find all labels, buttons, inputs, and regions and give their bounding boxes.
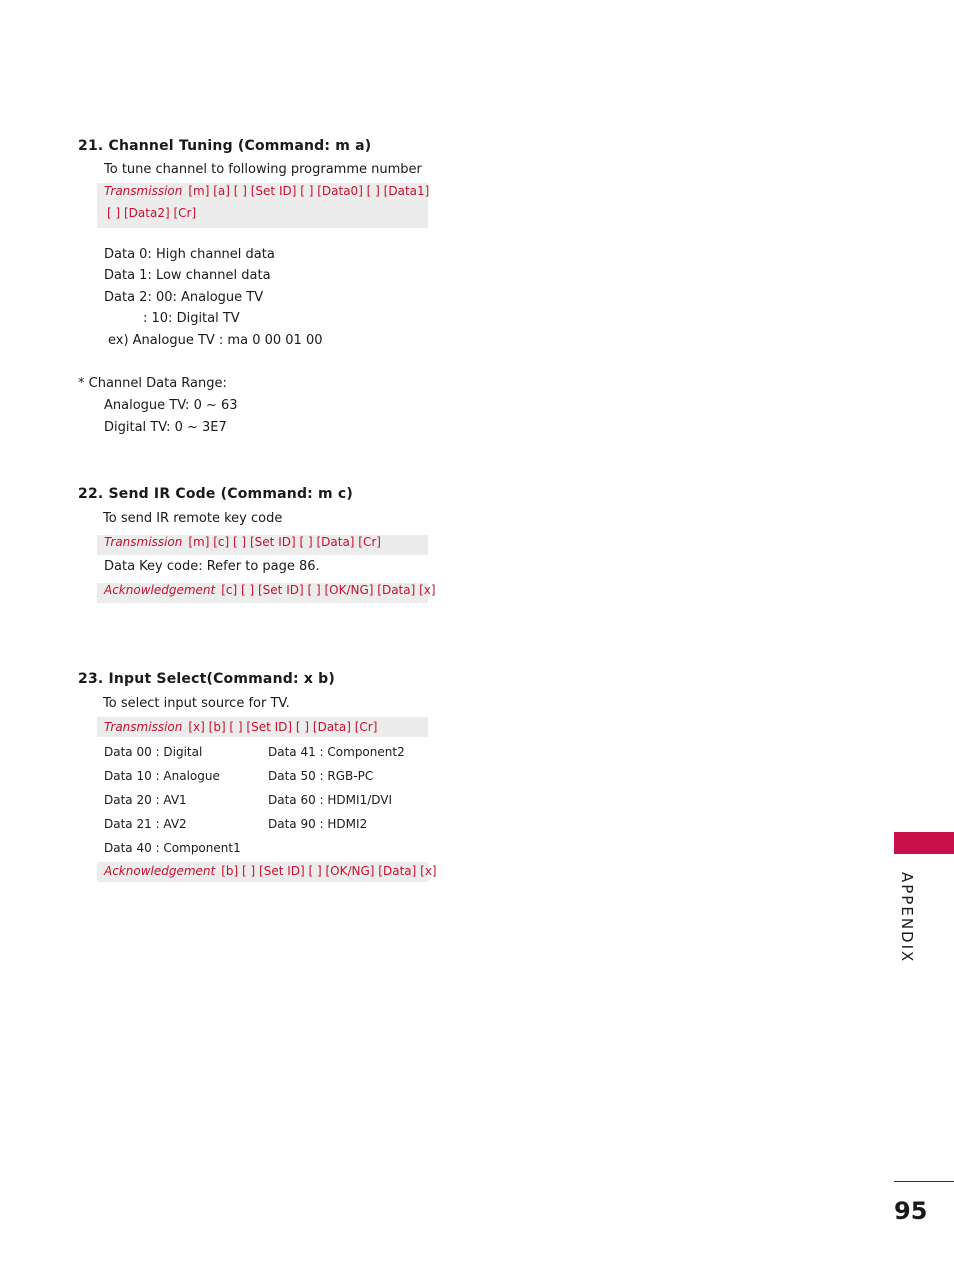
section-22-heading: 22. Send IR Code (Command: m c) — [78, 486, 353, 502]
data2-digital: : 10: Digital TV — [143, 311, 240, 326]
appendix-side-label: APPENDIX — [898, 872, 916, 964]
page-number-rule — [894, 1181, 954, 1182]
input-data-60: Data 60 : HDMI1/DVI — [268, 793, 393, 807]
section-22-acknowledgement: Acknowledgement [c] [ ] [Set ID] [ ] [OK/NG] [Data] [x] — [104, 583, 436, 597]
input-data-21: Data 21 : AV2 — [104, 817, 187, 831]
appendix-tab-marker — [894, 832, 954, 854]
transmission-label: Transmission — [104, 720, 183, 734]
section-21-transmission-line2: [ ] [Data2] [Cr] — [107, 206, 197, 220]
section-23-heading: 23. Input Select(Command: x b) — [78, 671, 335, 687]
input-data-50: Data 50 : RGB-PC — [268, 769, 374, 783]
section-21-heading: 21. Channel Tuning (Command: m a) — [78, 138, 372, 154]
input-data-00: Data 00 : Digital — [104, 745, 203, 759]
page-number: 95 — [894, 1197, 928, 1225]
section-21-transmission-line1: Transmission [m] [a] [ ] [Set ID] [ ] [Data0] [ ] [Data1] — [104, 184, 430, 198]
section-21-description: To tune channel to following programme number — [104, 162, 422, 177]
input-data-41: Data 41 : Component2 — [268, 745, 405, 759]
acknowledgement-label: Acknowledgement — [104, 583, 216, 597]
channel-range-digital: Digital TV: 0 ~ 3E7 — [104, 420, 227, 435]
channel-range-analogue: Analogue TV: 0 ~ 63 — [104, 398, 238, 413]
transmission-label: Transmission — [104, 184, 183, 198]
input-data-20: Data 20 : AV1 — [104, 793, 187, 807]
channel-range-title: * Channel Data Range: — [78, 376, 227, 391]
input-data-90: Data 90 : HDMI2 — [268, 817, 368, 831]
section-22-note: Data Key code: Refer to page 86. — [104, 559, 320, 574]
data2-description: Data 2: 00: Analogue TV — [104, 290, 264, 305]
data0-description: Data 0: High channel data — [104, 247, 275, 262]
example-line: ex) Analogue TV : ma 0 00 01 00 — [108, 333, 323, 348]
acknowledgement-label: Acknowledgement — [104, 864, 216, 878]
section-23-transmission: Transmission [x] [b] [ ] [Set ID] [ ] [Data] [Cr] — [104, 720, 378, 734]
section-22-description: To send IR remote key code — [103, 511, 283, 526]
input-data-40: Data 40 : Component1 — [104, 841, 241, 855]
transmission-label: Transmission — [104, 535, 183, 549]
data1-description: Data 1: Low channel data — [104, 268, 271, 283]
section-23-acknowledgement: Acknowledgement [b] [ ] [Set ID] [ ] [OK/NG] [Data] [x] — [104, 864, 437, 878]
section-22-transmission: Transmission [m] [c] [ ] [Set ID] [ ] [Data] [Cr] — [104, 535, 381, 549]
input-data-10: Data 10 : Analogue — [104, 769, 220, 783]
section-23-description: To select input source for TV. — [103, 696, 290, 711]
